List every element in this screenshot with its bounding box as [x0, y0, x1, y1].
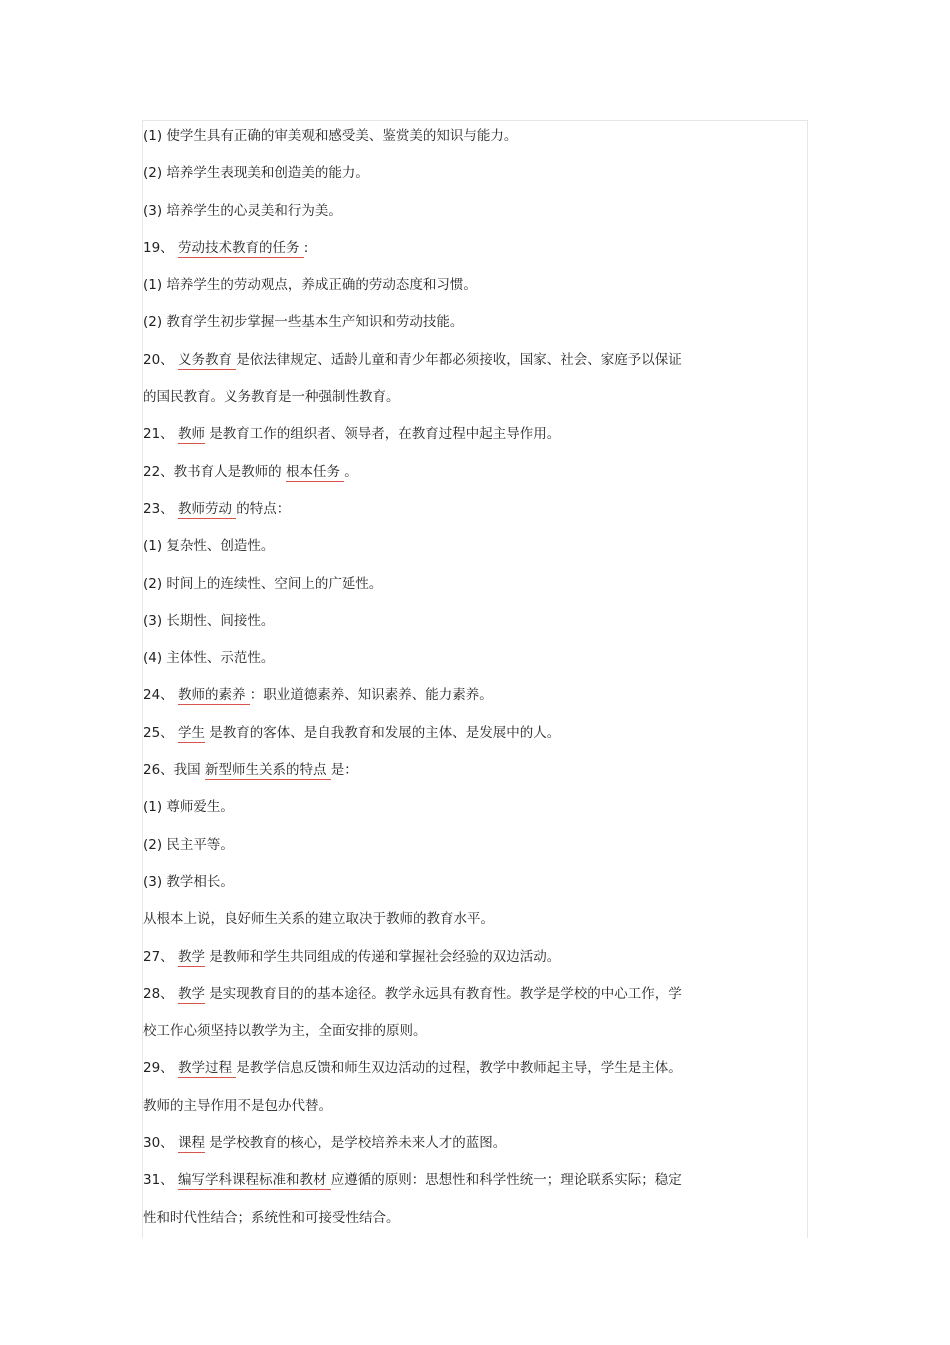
document-body [143, 124, 763, 1243]
text-line [143, 945, 763, 982]
text-segment: 校工作心须坚持以教学为主，全面安排的原则。 [143, 1023, 427, 1040]
text-segment: 23、 [143, 500, 178, 517]
text-line [143, 385, 763, 422]
text-line [143, 683, 763, 720]
underlined-term: 学生 [177, 724, 205, 741]
text-line [143, 795, 763, 832]
text-line [143, 1019, 763, 1056]
text-line [143, 1094, 763, 1131]
page-border-top [142, 120, 808, 121]
text-segment: 是实现教育目的的基本途径。教学永远具有教育性。教学是学校的中心工作，学 [204, 985, 682, 1002]
text-line [143, 609, 763, 646]
underlined-term: 新型师生关系的特点 [204, 762, 331, 779]
text-segment: 是教学信息反馈和师生双边活动的过程，教学中教师起主导，学生是主体。 [236, 1060, 682, 1077]
text-segment: (2) 教育学生初步掌握一些基本生产知识和劳动技能。 [143, 314, 464, 331]
text-line [143, 236, 763, 273]
text-segment: 应遵循的原则：思想性和科学性统一；理论联系实际；稳定 [330, 1172, 682, 1189]
text-segment: 是教师和学生共同组成的传递和掌握社会经验的双边活动。 [204, 948, 561, 965]
text-segment: 20、 [143, 351, 178, 368]
text-line [143, 907, 763, 944]
underlined-term: 教师劳动 [177, 500, 237, 517]
text-line [143, 1131, 763, 1168]
text-line [143, 161, 763, 198]
text-segment: (3) 长期性、间接性。 [143, 612, 275, 629]
underlined-term: 教学 [177, 985, 205, 1002]
text-segment: 是教育的客体、是自我教育和发展的主体、是发展中的人。 [204, 724, 561, 741]
text-segment: 24、 [143, 687, 178, 704]
text-line [143, 646, 763, 683]
text-segment: 。 [344, 463, 358, 480]
text-segment: 是： [330, 762, 358, 779]
underlined-term: 教学 [177, 948, 205, 965]
underlined-term: 教师的素养 [177, 687, 250, 704]
text-segment: 19、 [143, 239, 178, 256]
underlined-term: 义务教育 [177, 351, 237, 368]
text-line [143, 572, 763, 609]
text-line [143, 273, 763, 310]
text-line [143, 870, 763, 907]
text-segment: (2) 民主平等。 [143, 836, 234, 853]
text-segment: (2) 培养学生表现美和创造美的能力。 [143, 165, 369, 182]
text-segment: (1) 培养学生的劳动观点，养成正确的劳动态度和习惯。 [143, 277, 477, 294]
text-line [143, 497, 763, 534]
page-border-right [807, 120, 808, 1238]
text-line [143, 534, 763, 571]
text-line [143, 982, 763, 1019]
text-line [143, 758, 763, 795]
underlined-term: 课程 [177, 1135, 205, 1152]
text-segment: : [303, 239, 309, 256]
text-segment: 30、 [143, 1135, 178, 1152]
text-segment: 是学校教育的核心，是学校培养未来人才的蓝图。 [204, 1135, 507, 1152]
text-line [143, 124, 763, 161]
text-line [143, 1168, 763, 1205]
underlined-term: 劳动技术教育的任务 [177, 239, 304, 256]
text-segment: 从根本上说，良好师生关系的建立取决于教师的教育水平。 [143, 911, 494, 928]
text-segment: 31、 [143, 1172, 178, 1189]
underlined-term: 教学过程 [177, 1060, 237, 1077]
text-segment: (4) 主体性、示范性。 [143, 650, 275, 667]
text-segment: (1) 尊师爱生。 [143, 799, 234, 816]
text-segment: 的特点： [236, 500, 291, 517]
text-segment: 教师的主导作用不是包办代替。 [143, 1097, 332, 1114]
text-segment: 28、 [143, 985, 178, 1002]
text-segment: 26、我国 [143, 762, 205, 779]
text-segment: 22、教书育人是教师的 [143, 463, 286, 480]
underlined-term: 教师 [177, 426, 205, 443]
text-segment: 29、 [143, 1060, 178, 1077]
text-line [143, 721, 763, 758]
text-line [143, 422, 763, 459]
text-segment: 是教育工作的组织者、领导者，在教育过程中起主导作用。 [204, 426, 561, 443]
text-segment: 21、 [143, 426, 178, 443]
text-line [143, 348, 763, 385]
text-line [143, 833, 763, 870]
text-segment: 的国民教育。义务教育是一种强制性教育。 [143, 389, 400, 406]
underlined-term: 根本任务 [285, 463, 345, 480]
text-segment: 是依法律规定、适龄儿童和青少年都必须接收，国家、社会、家庭予以保证 [236, 351, 682, 368]
text-segment: (3) 教学相长。 [143, 873, 234, 890]
text-segment: (1) 使学生具有正确的审美观和感受美、鉴赏美的知识与能力。 [143, 128, 518, 144]
text-line [143, 199, 763, 236]
text-segment: 25、 [143, 724, 178, 741]
text-segment: 27、 [143, 948, 178, 965]
text-segment: (1) 复杂性、创造性。 [143, 538, 275, 555]
text-segment: (3) 培养学生的心灵美和行为美。 [143, 202, 342, 219]
underlined-term: 编写学科课程标准和教材 [177, 1172, 331, 1189]
text-line [143, 310, 763, 347]
text-line [143, 1056, 763, 1093]
text-line [143, 460, 763, 497]
text-segment: (2) 时间上的连续性、空间上的广延性。 [143, 575, 383, 592]
text-segment: 性和时代性结合；系统性和可接受性结合。 [143, 1209, 400, 1226]
text-segment: ：职业道德素养、知识素养、能力素养。 [249, 687, 493, 704]
text-line [143, 1206, 763, 1243]
